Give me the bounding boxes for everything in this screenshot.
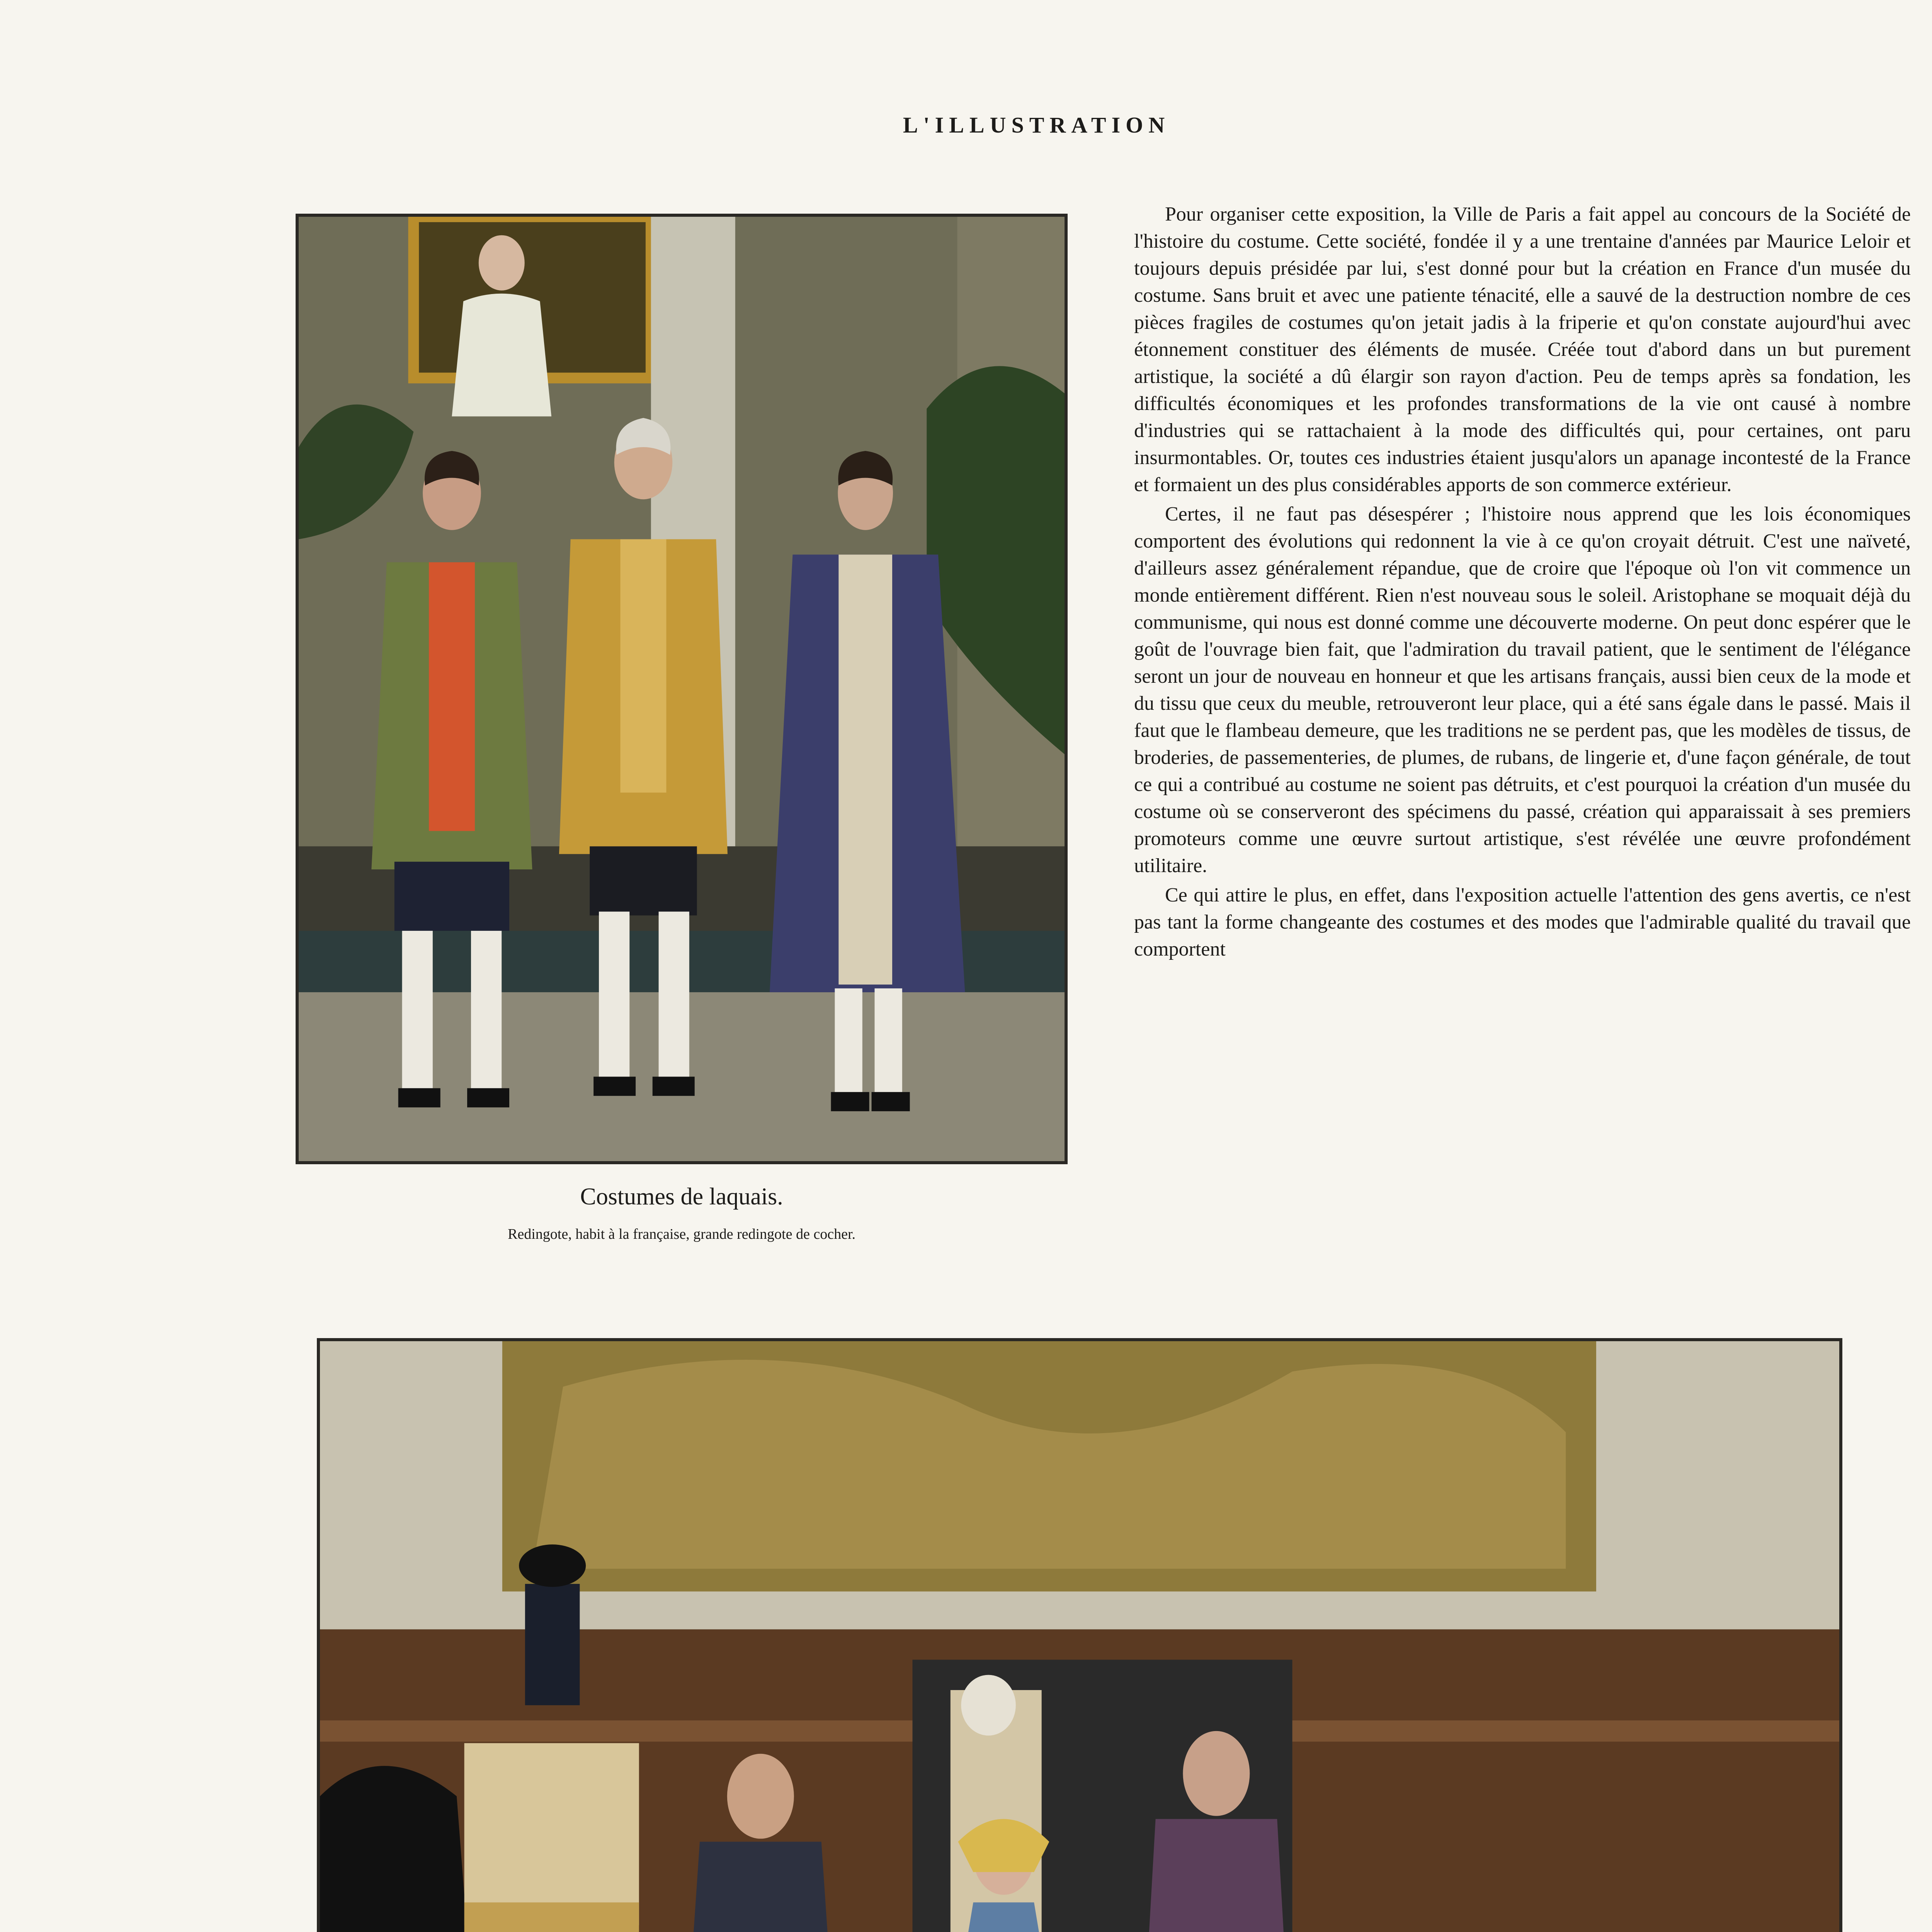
article-paragraph: Pour organiser cette exposition, la Ville de Paris a fait appel au concours de la Société de l'histoire du costume. Cette société, fondée il y a une trentaine d'années par Maurice Leloir et toujours depuis présidée par lui, s'est donné pour but la création en France d'un musée du costume. Sans bruit et avec une patiente ténacité, elle a sauvé de la destruction nombre de ces pièces fragiles de costumes qu'on jetait jadis à la friperie et qu'on constate aujourd'hui avec étonnement constituer des éléments de musée. Créée tout d'abord dans un but purement artistique, la société a dû élargir son rayon d'action. Peu de temps après sa fondation, les difficultés économiques et les profondes transformations de la vie ont causé à nombre d'industries qui se rattachaient à la mode des difficultés qui, pour certaines, ont paru insurmontables. Or, toutes ces industries étaient jusqu'alors un apanage incontesté de la France et formaient un des plus considérables apports de son commerce extérieur. <box>1134 203 1911 496</box>
carriage-illustration <box>320 1341 1839 1932</box>
article-paragraph: Certes, il ne faut pas désespérer ; l'histoire nous apprend que les lois économiques comportent des évolutions qui redonnent la vie à ce qu'on croyait détruit. C'est une naïveté, d'ailleurs assez généralement répandue, que de croire que l'époque où l'on vit commence un monde entièrement différent. Rien n'est nouveau sous le soleil. Aristophane se moquait déjà du communisme, qui nous est donné comme une découverte moderne. On peut donc espérer que le goût de l'ouvrage bien fait, que l'admiration du travail patient, que le sentiment de l'élégance seront un jour de nouveau en honneur et que les artisans français, aussi bien ceux de la mode et du tissu que ceux du meuble, retrouveront leur place, qui a été sans égale dans le passé. Mais il faut que le flambeau demeure, que les traditions ne se perdent pas, que les modèles de tissus, de broderies, de passementeries, de plumes, de rubans, de lingerie et, d'une façon générale, de tout ce qui a contribué au costume ne soient pas détruits, et c'est pourquoi la création d'un musée du costume où se conserveront des spécimens du passé, création qui apparaissait à ses premiers promoteurs comme une œuvre surtout artistique, s'est révélée une œuvre profondément utilitaire. <box>1134 503 1911 877</box>
lackeys-caption-title: Costumes de laquais. <box>580 1184 783 1210</box>
article-body <box>1134 201 1911 1260</box>
page-header-title: L'ILLUSTRATION <box>903 112 1170 138</box>
lackeys-illustration <box>299 217 1065 1161</box>
galliera-photo <box>317 1338 1842 1932</box>
article-paragraph: Ce qui attire le plus, en effet, dans l'exposition actuelle l'attention des gens avertis, ce n'est pas tant la forme changeante des costumes et des modes que l'admirable qualité du travail que comportent <box>1134 884 1911 960</box>
lackeys-photo <box>296 214 1068 1164</box>
lackeys-caption-detail: Redingote, habit à la française, grande redingote de cocher. <box>508 1226 855 1242</box>
